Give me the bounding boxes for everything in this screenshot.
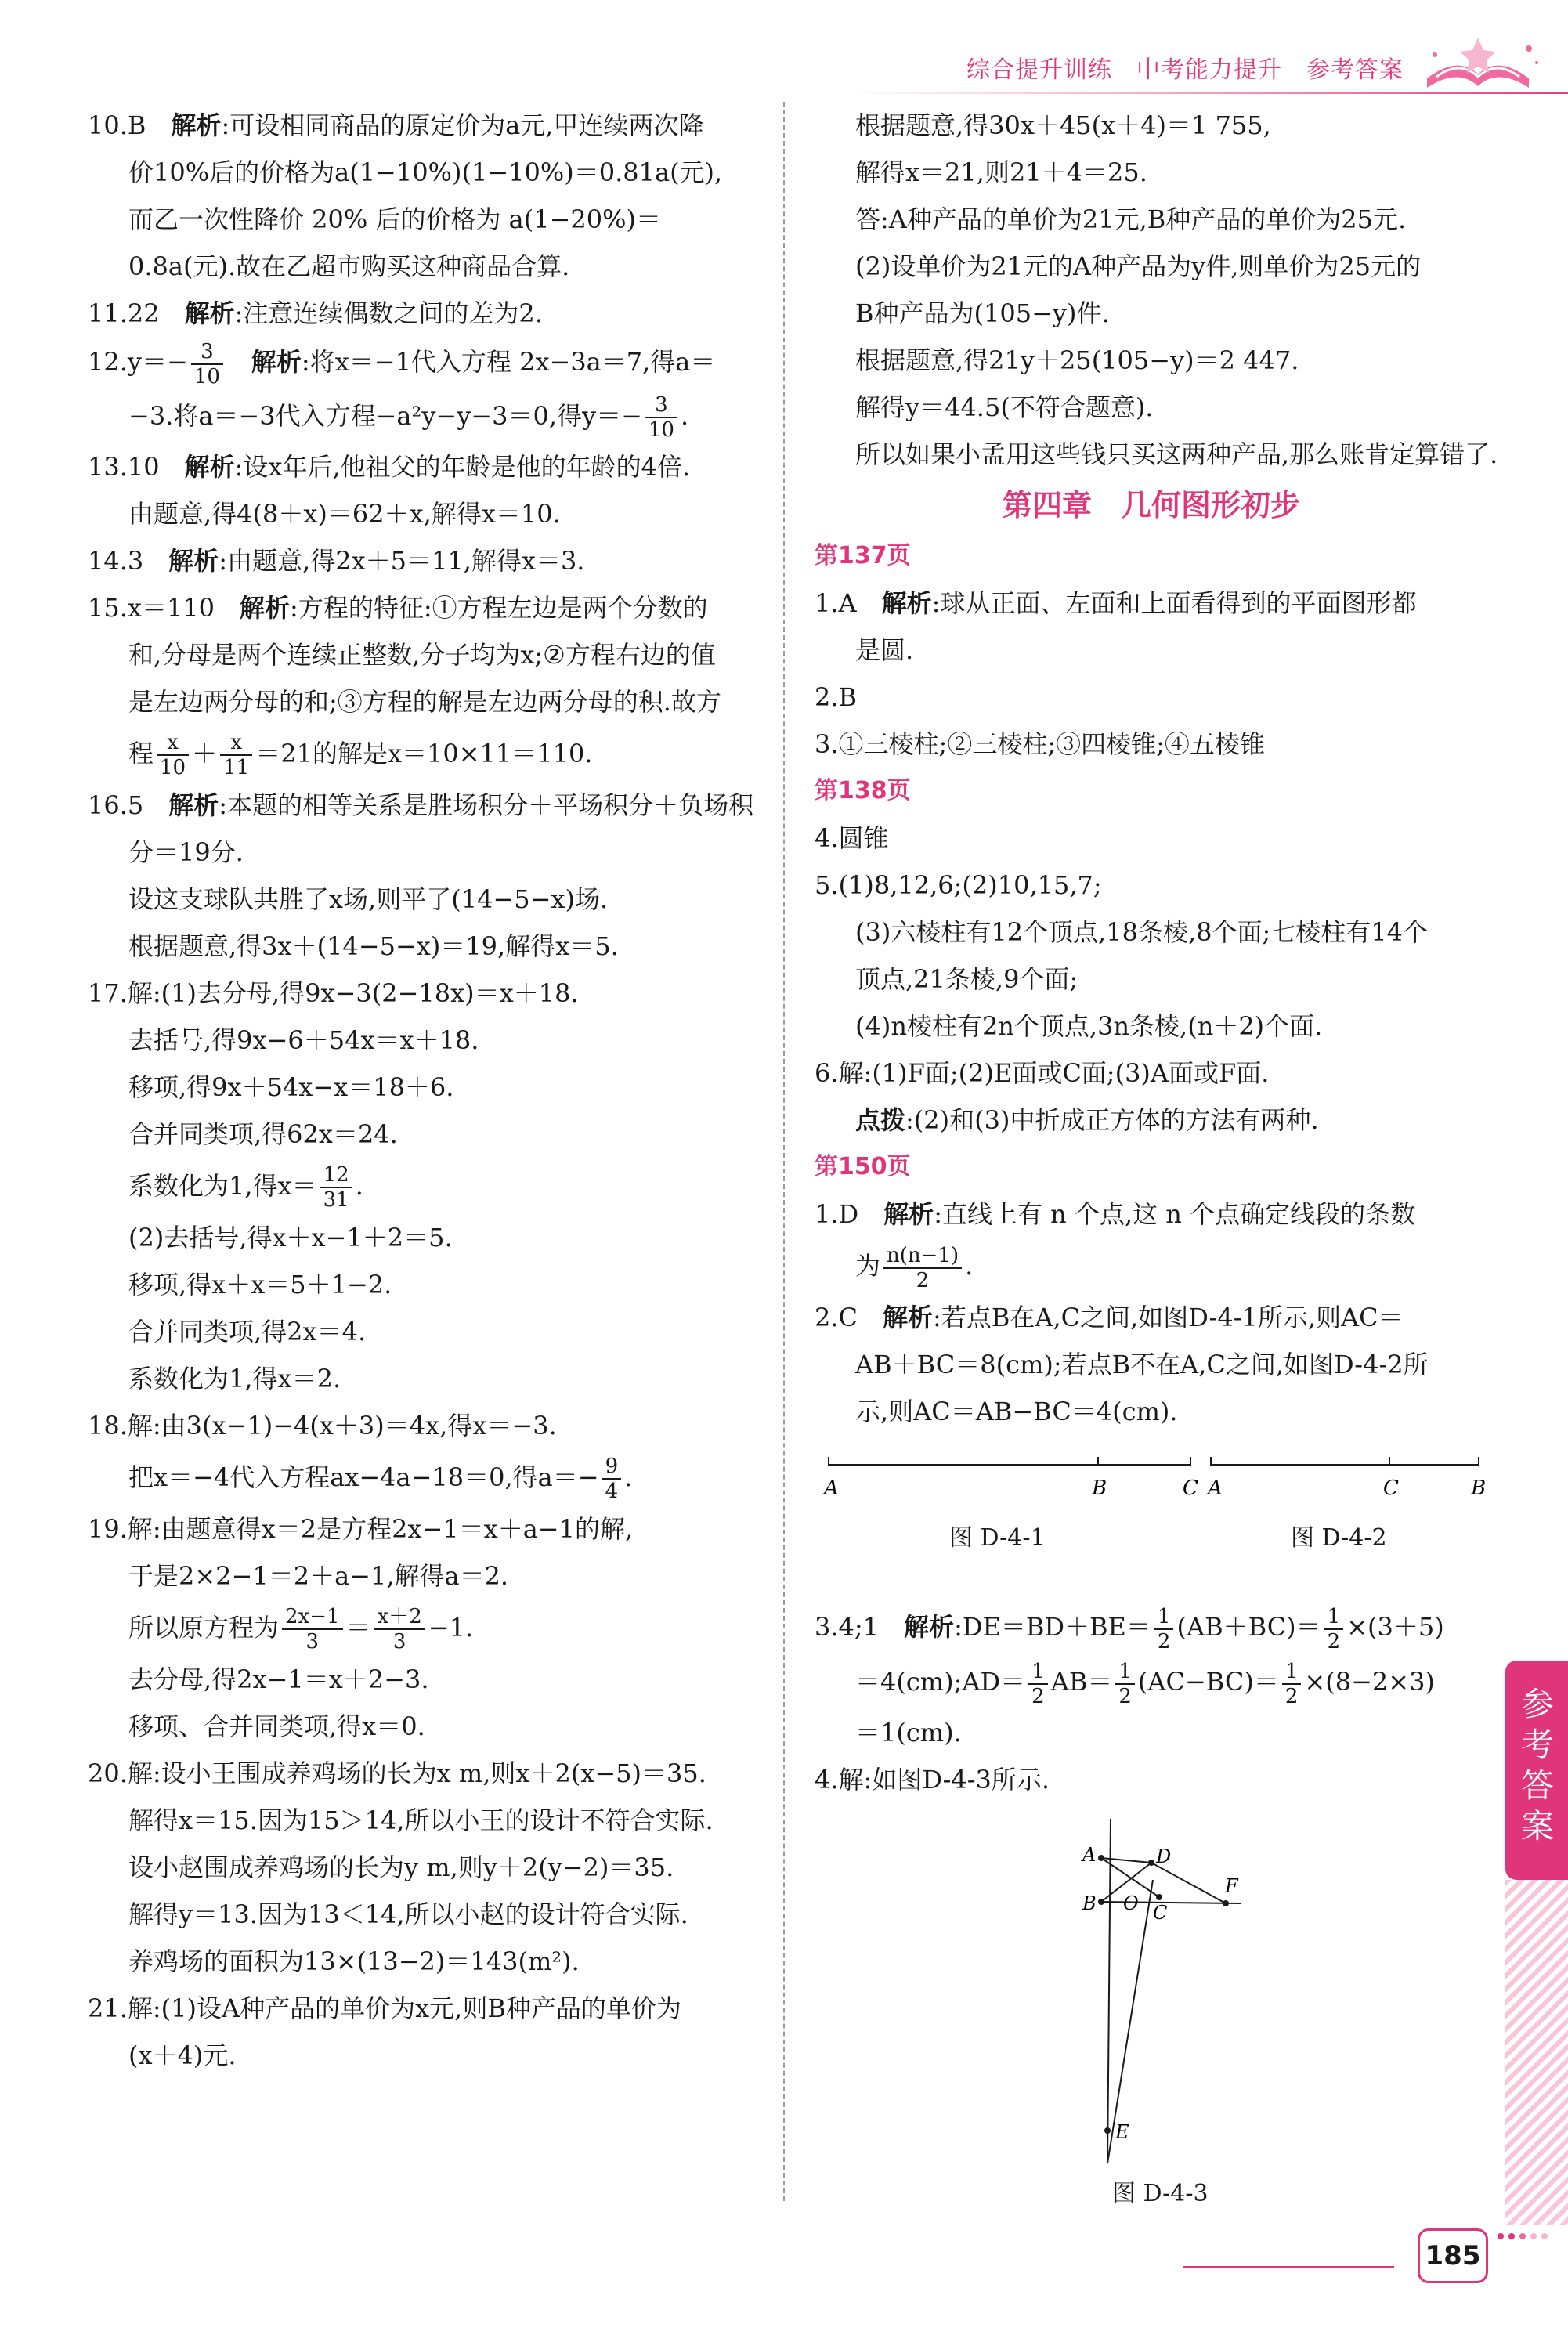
answer-21-line-3: 根据题意,得30x＋45(x＋4)＝1 755, [855,110,1271,140]
fraction-half-2: $\frac{1}{2}$ [1324,1605,1344,1653]
answer-21-line-4: 解得x＝21,则21＋4＝25. [855,157,1147,187]
fraction-half-4: $\frac{1}{2}$ [1115,1660,1135,1708]
answer-20-line-3: 设小赵围成养鸡场的长为y m,则y＋2(y−2)＝35. [128,1852,674,1882]
answer-15-line-4: 程 $\frac{x}{10}$ ＋ $\frac{x}{11}$ ＝21的解是x＝10×11＝110. [128,731,593,779]
caption-d-4-3: 图 D-4-3 [1112,2180,1209,2207]
answer-150-1-line-2: 为 $\frac{n(n-1)}{2}$ . [855,1243,974,1292]
answer-16-line-4: 根据题意,得3x＋(14−5−x)＝19,解得x＝5. [128,931,619,961]
answer-15-line-3: 是左边两分母的和;③方程的解是左边两分母的积.故方 [128,686,721,717]
label-e: E [1115,2121,1129,2143]
fraction-3-10-b: $\frac{3}{10}$ [645,393,677,442]
book-decoration-icon [1411,31,1545,102]
caption-d-4-1: 图 D-4-1 [949,1524,1046,1552]
answer-150-4: 4.解:如图D-4-3所示. [815,1765,1050,1794]
point-a [1098,1855,1104,1861]
answer-10-line-4: 0.8a(元).故在乙超市购买这种商品合算. [128,251,570,281]
answer-150-2-line-3: 示,则AC＝AB−BC＝4(cm). [855,1397,1178,1426]
answer-138-6-hint: 点拨:(2)和(3)中折成正方体的方法有两种. [855,1105,1319,1135]
answer-137-1-line-2: 是圆. [855,635,914,665]
answer-150-3-line-3: ＝1(cm). [855,1718,962,1747]
answer-18-line-2: 把x＝−4代入方程ax−4a−18＝0,得a＝− $\frac{9}{4}$ . [128,1455,633,1503]
answer-19-line-3: 所以原方程为 $\frac{2x-1}{3}$ ＝ $\frac{x+2}{3}$ −1. [128,1605,474,1653]
answer-21-line-1: 21.解:(1)设A种产品的单价为x元,则B种产品的单价为 [88,1993,681,2023]
answer-19-line-2: 于是2×2−1＝2＋a−1,解得a＝2. [128,1560,509,1591]
answer-21-line-7: B种产品为(105−y)件. [855,298,1110,328]
line-df [1151,1863,1226,1903]
label-f: F [1225,1875,1238,1897]
answer-137-1-line-1: 1.A 解析:球从正面、左面和上面看得到的平面图形都 [815,588,1417,618]
answer-20-line-1: 20.解:设小王围成养鸡场的长为x m,则x＋2(x−5)＝35. [88,1758,706,1788]
answer-138-5-line-3: 顶点,21条棱,9个面; [855,964,1078,994]
page-number: 185 [1418,2228,1488,2283]
label-d: D [1156,1845,1172,1867]
answer-138-4: 4.圆锥 [815,823,889,853]
page-ref-137: 第137页 [815,542,911,569]
answer-19-line-1: 19.解:由题意得x＝2是方程2x−1＝x＋a−1的解, [88,1513,634,1544]
fraction-12-31: $\frac{12}{31}$ [320,1163,352,1212]
fraction-x-11: $\frac{x}{11}$ [220,731,252,779]
answer-16-line-2: 分＝19分. [128,837,244,867]
answer-150-2-line-2: AB＋BC＝8(cm);若点B不在A,C之间,如图D-4-2所 [855,1350,1429,1379]
answer-150-1-line-1: 1.D 解析:直线上有 n 个点,这 n 个点确定线段的条数 [815,1199,1416,1229]
page-ref-150: 第150页 [815,1153,911,1180]
answer-19-line-5: 移项、合并同类项,得x＝0. [128,1711,425,1741]
fraction-n-n-1-2: $\frac{n(n-1)}{2}$ [883,1244,962,1292]
side-tab [1505,1661,1568,1880]
side-tab-label: 参考答案 [1520,1685,1554,1845]
answer-138-5-line-1: 5.(1)8,12,6;(2)10,15,7; [815,870,1102,900]
answer-21-line-2: (x＋4)元. [128,2040,237,2070]
page-ref-138: 第138页 [815,777,911,804]
label-c: C [1183,1476,1198,1500]
answer-18-line-1: 18.解:由3(x−1)−4(x＋3)＝4x,得x＝−3. [88,1410,557,1440]
label-c: C [1153,1902,1168,1924]
page-header [783,31,1568,102]
answer-17-line-9: 系数化为1,得x＝2. [128,1363,341,1393]
figure-d-4-3 [1081,1809,1269,2170]
answer-17-line-1: 17.解:(1)去分母,得9x−3(2−18x)＝x＋18. [88,978,579,1008]
answer-20-line-2: 解得x＝15.因为15＞14,所以小王的设计不符合实际. [128,1805,714,1835]
label-a: A [1082,1844,1097,1866]
chapter-title: 第四章 几何图形初步 [1002,488,1300,522]
right-column [815,102,1498,1803]
point-d [1148,1860,1154,1866]
answer-21-line-6: (2)设单价为21元的A种产品为y件,则单价为25元的 [855,251,1422,281]
side-stripe [1505,1880,1568,2225]
answer-12-line-1: 12.y＝− $\frac{3}{10}$ 解析:将x＝−1代入方程 2x−3a＝7,得a＝ [88,339,716,389]
label-b: B [1471,1476,1487,1500]
left-column [88,102,761,2079]
answer-13-line-1: 13.10 解析:设x年后,他祖父的年龄是他的年龄的4倍. [88,451,691,482]
answer-19-line-4: 去分母,得2x−1＝x＋2−3. [128,1664,429,1694]
answer-20-line-5: 养鸡场的面积为13×(13−2)＝143(m²). [128,1946,580,1976]
line-bf [1101,1902,1241,1903]
footer-dots-decoration [1496,2232,1568,2240]
answer-17-line-3: 移项,得9x＋54x−x＝18＋6. [128,1072,454,1102]
point-c [1156,1894,1162,1900]
answer-12-line-2: −3.将a＝−3代入方程−a²y−y−3＝0,得y＝− $\frac{3}{10}$ . [128,393,689,442]
answer-15-line-1: 15.x＝110 解析:方程的特征:①方程左边是两个分数的 [88,592,708,623]
fraction-half-3: $\frac{1}{2}$ [1028,1660,1048,1708]
answer-17-line-2: 去括号,得9x−6＋54x＝x＋18. [128,1025,479,1055]
answer-21-line-10: 所以如果小孟用这些钱只买这两种产品,那么账肯定算错了. [855,439,1498,469]
label-a: A [824,1476,839,1500]
answer-17-line-8: 合并同类项,得2x＝4. [128,1316,367,1346]
answer-137-2: 2.B [815,682,858,712]
fraction-3-10: $\frac{3}{10}$ [191,340,223,389]
answer-14: 14.3 解析:由题意,得2x＋5＝11,解得x＝3. [88,545,585,576]
label-c: C [1383,1476,1399,1500]
label-a: A [1208,1476,1223,1500]
answer-10-line-3: 而乙一次性降价 20% 后的价格为 a(1−20%)＝ [128,204,661,234]
answer-150-2-line-1: 2.C 解析:若点B在A,C之间,如图D-4-1所示,则AC＝ [815,1303,1404,1332]
fraction-half-5: $\frac{1}{2}$ [1282,1660,1302,1708]
answer-11: 11.22 解析:注意连续偶数之间的差为2. [88,298,543,328]
footer-rule [1183,2266,1394,2268]
label-b: B [1082,1892,1097,1914]
figure-d-4-2 [1205,1449,1494,1504]
point-b [1098,1899,1104,1905]
answer-13-line-2: 由题意,得4(8＋x)＝62＋x,解得x＝10. [128,498,561,529]
line-ec [1107,1880,1153,2163]
answer-16-line-1: 16.5 解析:本题的相等关系是胜场积分＋平场积分＋负场积 [88,790,754,820]
header-title: 综合提升训练 中考能力提升 参考答案 [966,56,1404,84]
answer-150-3-line-1: 3.4;1 解析:DE＝BD＋BE＝ $\frac{1}{2}$ (AB＋BC)＝ $\frac{1}{2}$ ×(3＋5) [815,1604,1444,1653]
answer-10-line-2: 价10%后的价格为a(1−10%)(1−10%)＝0.81a(元), [128,157,723,187]
answer-138-6: 6.解:(1)F面;(2)E面或C面;(3)A面或F面. [815,1058,1270,1088]
answer-17-line-5: 系数化为1,得x＝ $\frac{12}{31}$ . [128,1163,363,1212]
answer-21-line-5: 答:A种产品的单价为21元,B种产品的单价为25元. [855,204,1407,234]
answer-10-line-1: 10.B 解析:可设相同商品的原定价为a元,甲连续两次降 [88,110,704,140]
point-e [1104,2127,1111,2134]
answer-150-3-line-2: ＝4(cm);AD＝ $\frac{1}{2}$ AB＝ $\frac{1}{2}$ (AC−BC)＝ $\frac{1}{2}$ ×(8−2×3) [855,1659,1435,1708]
fraction-x-10: $\frac{x}{10}$ [157,731,189,779]
fraction-9-4: $\frac{9}{4}$ [602,1455,622,1503]
answer-17-line-4: 合并同类项,得62x＝24. [128,1119,398,1149]
answer-15-line-2: 和,分母是两个连续正整数,分子均为x;②方程右边的值 [128,639,716,670]
fraction-2x-1-3: $\frac{2x-1}{3}$ [282,1605,343,1653]
answer-20-line-4: 解得y＝13.因为13＜14,所以小赵的设计符合实际. [128,1899,688,1929]
label-o: O [1123,1892,1139,1914]
answer-137-3: 3.①三棱柱;②三棱柱;③四棱锥;④五棱锥 [815,729,1265,759]
answer-17-line-6: (2)去括号,得x＋x−1＋2＝5. [128,1222,453,1252]
fraction-x-2-3: $\frac{x+2}{3}$ [374,1605,425,1653]
line-ad [1101,1858,1151,1863]
answer-138-5-line-4: (4)n棱柱有2n个顶点,3n条棱,(n＋2)个面. [855,1011,1323,1041]
answer-16-line-3: 设这支球队共胜了x场,则平了(14−5−x)场. [128,884,609,914]
answer-17-line-7: 移项,得x＋x＝5＋1−2. [128,1269,392,1299]
column-divider [783,102,785,2201]
figure-d-4-1 [822,1449,1198,1504]
point-f [1223,1900,1229,1906]
answer-21-line-8: 根据题意,得21y＋25(105−y)＝2 447. [855,345,1299,375]
fraction-half-1: $\frac{1}{2}$ [1154,1605,1174,1653]
answer-138-5-line-2: (3)六棱柱有12个顶点,18条棱,8个面;七棱柱有14个 [855,917,1428,947]
caption-d-4-2: 图 D-4-2 [1291,1524,1387,1552]
answer-21-line-9: 解得y＝44.5(不符合题意). [855,392,1154,422]
label-b: B [1092,1476,1107,1500]
line-ae [1107,1819,1111,2163]
